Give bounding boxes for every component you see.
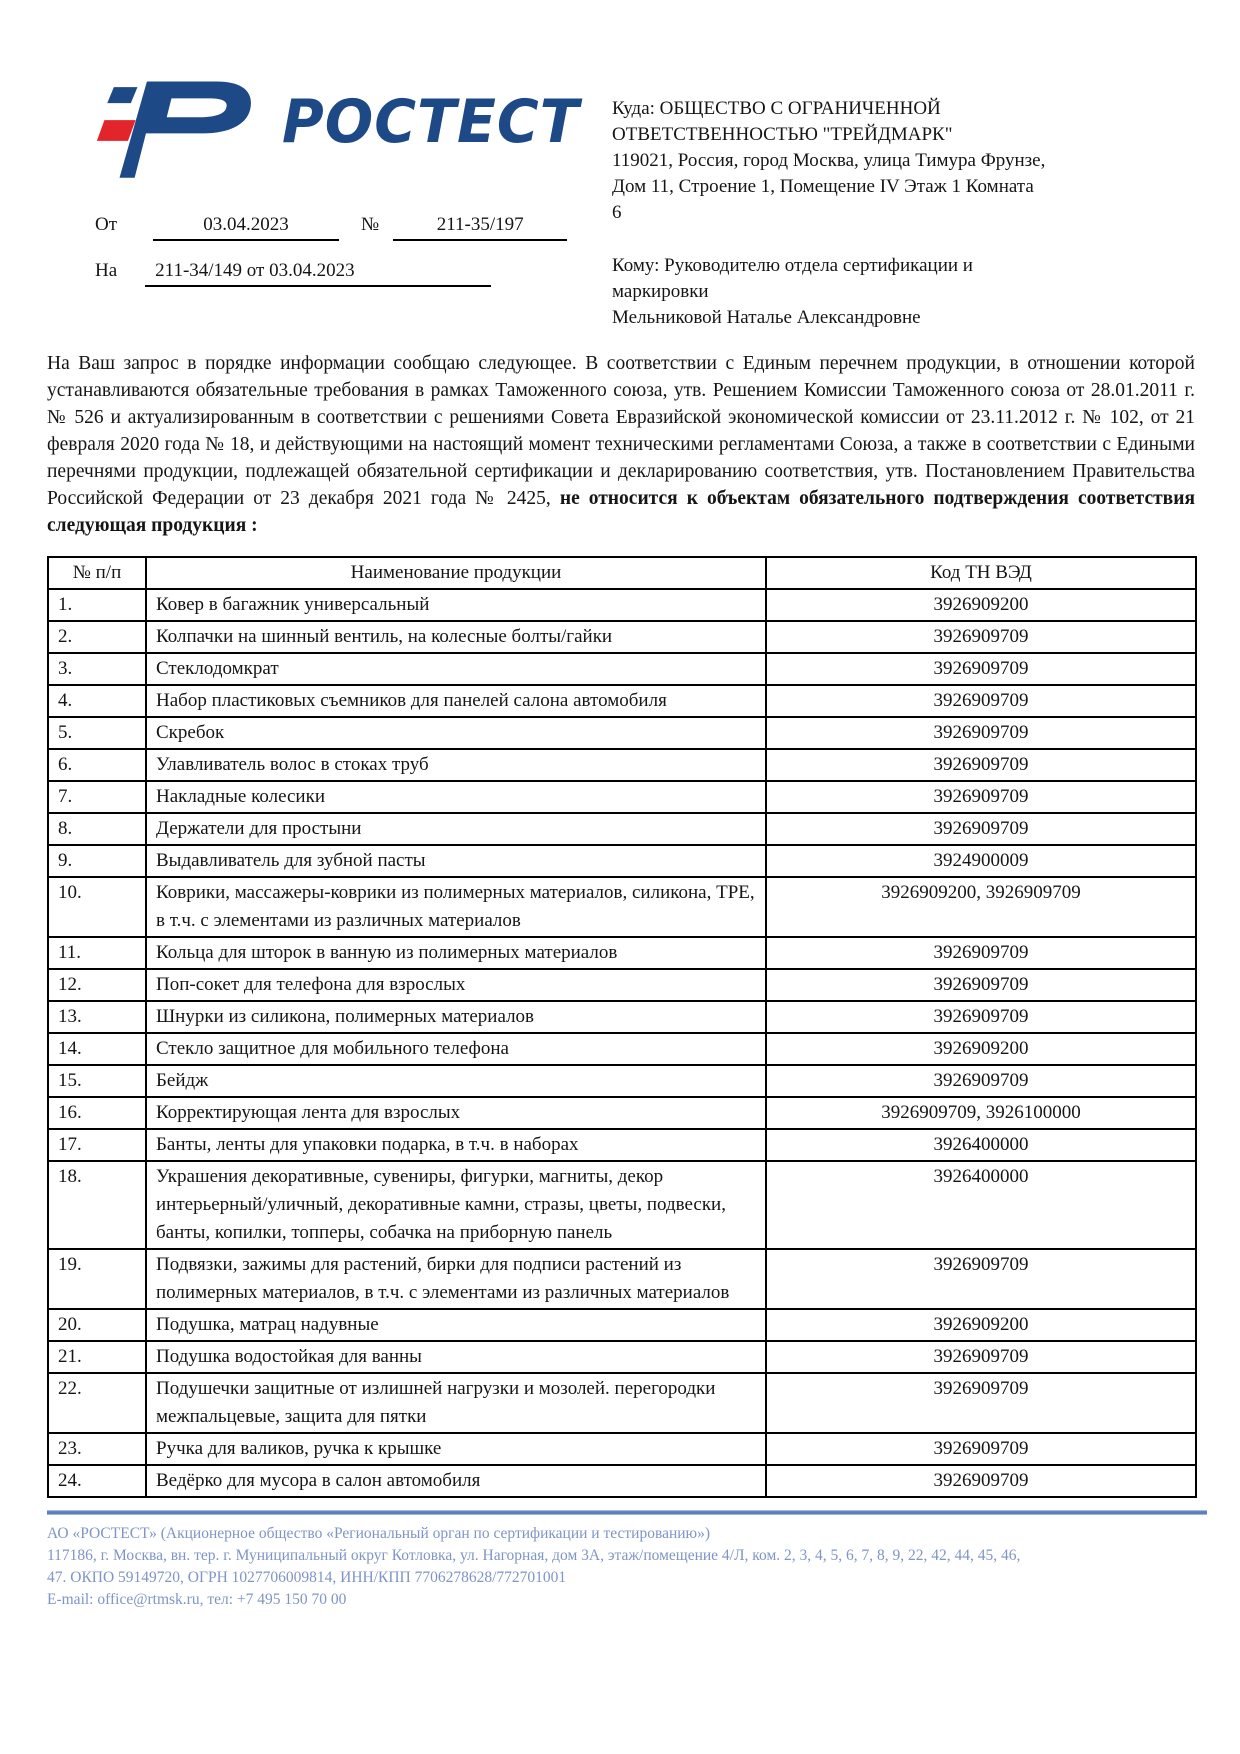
product-name: Шнурки из силикона, полимерных материалов [146, 1001, 766, 1033]
outgoing-date: 03.04.2023 [153, 214, 339, 241]
row-number: 3. [48, 653, 146, 685]
product-code: 3926909709 [766, 1249, 1196, 1309]
recipient-block [612, 96, 1048, 358]
table-row [48, 1129, 1196, 1161]
row-number: 6. [48, 749, 146, 781]
table-row [48, 685, 1196, 717]
row-number: 10. [48, 877, 146, 937]
rostest-wordmark: РОСТЕСТ [282, 87, 580, 157]
table-row [48, 621, 1196, 653]
table-row [48, 1249, 1196, 1309]
product-name: Улавливатель волос в стоках труб [146, 749, 766, 781]
table-row [48, 1341, 1196, 1373]
product-code: 3926909709 [766, 685, 1196, 717]
recipient-address-line: Куда: ОБЩЕСТВО С ОГРАНИЧЕННОЙ ОТВЕТСТВЕННОСТЬЮ "ТРЕЙДМАРК" [612, 98, 953, 145]
product-name: Колпачки на шинный вентиль, на колесные болты/гайки [146, 621, 766, 653]
product-code: 3926909709 [766, 1465, 1196, 1497]
rostest-logo [84, 72, 580, 190]
row-number: 14. [48, 1033, 146, 1065]
product-name: Стеклодомкрат [146, 653, 766, 685]
product-code: 3926909709 [766, 1341, 1196, 1373]
product-code: 3926909709 [766, 969, 1196, 1001]
reply-label: На [95, 260, 118, 281]
row-number: 22. [48, 1373, 146, 1433]
footer-line: АО «РОСТЕСТ» (Акционерное общество «Региональный орган по сертификации и тестированию») [47, 1525, 711, 1542]
product-name: Ручка для валиков, ручка к крышке [146, 1433, 766, 1465]
row-number: 18. [48, 1161, 146, 1249]
product-code: 3926909709 [766, 1373, 1196, 1433]
product-code: 3926909709 [766, 1065, 1196, 1097]
body-bold-text: не относится к объектам обязательного подтверждения соответствия следующая продукция : [47, 488, 1195, 536]
product-name: Поп-сокет для телефона для взрослых [146, 969, 766, 1001]
product-name: Украшения декоративные, сувениры, фигурки, магниты, декор интерьерный/уличный, декоративные камни, стразы, цветы, подвески, банты, копилки, топперы, собачка на приборную панель [146, 1161, 766, 1249]
row-number: 2. [48, 621, 146, 653]
row-number: 21. [48, 1341, 146, 1373]
product-name: Ведёрко для мусора в салон автомобиля [146, 1465, 766, 1497]
product-code: 3926400000 [766, 1161, 1196, 1249]
product-code: 3926909709 [766, 1001, 1196, 1033]
product-code: 3926909200, 3926909709 [766, 877, 1196, 937]
row-number: 24. [48, 1465, 146, 1497]
table-row [48, 589, 1196, 621]
col-header-name: Наименование продукции [146, 557, 766, 589]
table-row [48, 877, 1196, 937]
incoming-reference-line [95, 260, 491, 287]
table-row [48, 1033, 1196, 1065]
row-number: 9. [48, 845, 146, 877]
recipient-attention-line: Кому: Руководителю отдела сертификации и маркировки [612, 255, 973, 302]
product-code: 3926400000 [766, 1129, 1196, 1161]
product-code: 3926909200 [766, 589, 1196, 621]
row-number: 7. [48, 781, 146, 813]
table-row [48, 937, 1196, 969]
product-code: 3926909709 [766, 813, 1196, 845]
row-number: 17. [48, 1129, 146, 1161]
row-number: 8. [48, 813, 146, 845]
incoming-reference: 211-34/149 от 03.04.2023 [145, 260, 491, 287]
row-number: 13. [48, 1001, 146, 1033]
row-number: 11. [48, 937, 146, 969]
row-number: 19. [48, 1249, 146, 1309]
rostest-p-icon [84, 72, 274, 190]
product-name: Набор пластиковых съемников для панелей салона автомобиля [146, 685, 766, 717]
product-code: 3926909709 [766, 717, 1196, 749]
product-name: Коврики, массажеры-коврики из полимерных материалов, силикона, TPE, в т.ч. с элементами из различных материалов [146, 877, 766, 937]
body-text: На Ваш запрос в порядке информации сообщаю следующее. В соответствии с Единым перечнем продукции, в отношении которой устанавливаются обязательные требования в рамках Таможенного союза, утв. Решением Комиссии Таможенного союза от 28.01.2011 г. № 526 и актуализированным в соответствии с решениями Совета Евразийской экономической комиссии от 23.11.2012 г. № 102, от 21 февраля 2020 года № 18, и действующими на настоящий момент техническими регламентами Союза, а также в соответствии с Едиными перечнями продукции, подлежащей обязательной сертификации и декларированию соответствия, утв. Постановлением Правительства Российской Федерации от 23 декабря 2021 года № 2425, [47, 353, 1195, 509]
product-name: Ковер в багажник универсальный [146, 589, 766, 621]
row-number: 20. [48, 1309, 146, 1341]
table-row [48, 717, 1196, 749]
table-row [48, 781, 1196, 813]
footer-line: 117186, г. Москва, вн. тер. г. Муниципальный округ Котловка, ул. Нагорная, дом 3А, этаж/помещение 4/Л, ком. 2, 3, 4, 5, 6, 7, 8, 9, 22, 42, 44, 45, 46, [47, 1547, 1021, 1564]
table-row [48, 1065, 1196, 1097]
product-name: Держатели для простыни [146, 813, 766, 845]
product-code: 3924900009 [766, 845, 1196, 877]
product-code: 3926909709 [766, 1433, 1196, 1465]
product-name: Кольца для шторок в ванную из полимерных материалов [146, 937, 766, 969]
footer-divider [47, 1510, 1207, 1515]
products-table [47, 556, 1197, 1498]
row-number: 12. [48, 969, 146, 1001]
recipient-attention-line: Мельниковой Наталье Александровне [612, 307, 921, 328]
product-code: 3926909709 [766, 781, 1196, 813]
table-row [48, 1001, 1196, 1033]
table-row [48, 1097, 1196, 1129]
table-row [48, 1433, 1196, 1465]
row-number: 16. [48, 1097, 146, 1129]
row-number: 4. [48, 685, 146, 717]
table-row [48, 749, 1196, 781]
footer-line: 47. ОКПО 59149720, ОГРН 1027706009814, ИНН/КПП 7706278628/772701001 [47, 1569, 567, 1586]
product-code: 3926909200 [766, 1033, 1196, 1065]
row-number: 15. [48, 1065, 146, 1097]
body-paragraph [47, 350, 1195, 539]
recipient-attention [612, 253, 1048, 331]
product-name: Подушечки защитные от излишней нагрузки и мозолей. перегородки межпальцевые, защита для пятки [146, 1373, 766, 1433]
table-row [48, 653, 1196, 685]
table-row [48, 1309, 1196, 1341]
table-row [48, 1161, 1196, 1249]
main-content [47, 350, 1195, 1611]
product-code: 3926909709 [766, 653, 1196, 685]
from-label: От [95, 214, 118, 235]
product-code: 3926909200 [766, 1309, 1196, 1341]
outgoing-reference-line [95, 214, 567, 241]
outgoing-number: 211-35/197 [393, 214, 567, 241]
product-name: Накладные колесики [146, 781, 766, 813]
product-code: 3926909709 [766, 621, 1196, 653]
product-name: Скребок [146, 717, 766, 749]
table-row [48, 845, 1196, 877]
table-row [48, 1373, 1196, 1433]
recipient-address-line: 119021, Россия, город Москва, улица Тимура Фрунзе, Дом 11, Строение 1, Помещение IV Этаж 1 Комната 6 [612, 150, 1046, 223]
product-name: Подушка, матрац надувные [146, 1309, 766, 1341]
table-row [48, 813, 1196, 845]
products-table-header [48, 557, 1196, 589]
footer-company-info [47, 1523, 1207, 1611]
col-header-code: Код ТН ВЭД [766, 557, 1196, 589]
product-code: 3926909709 [766, 937, 1196, 969]
product-name: Подушка водостойкая для ванны [146, 1341, 766, 1373]
col-header-number: № п/п [48, 557, 146, 589]
product-code: 3926909709 [766, 749, 1196, 781]
product-name: Подвязки, зажимы для растений, бирки для подписи растений из полимерных материалов, в т.ч. с элементами из различных материалов [146, 1249, 766, 1309]
recipient-address [612, 96, 1048, 226]
table-row [48, 969, 1196, 1001]
product-name: Бейдж [146, 1065, 766, 1097]
product-name: Выдавливатель для зубной пасты [146, 845, 766, 877]
product-name: Стекло защитное для мобильного телефона [146, 1033, 766, 1065]
product-code: 3926909709, 3926100000 [766, 1097, 1196, 1129]
row-number: 5. [48, 717, 146, 749]
header-row [48, 557, 1196, 589]
footer-line: E-mail: office@rtmsk.ru, тел: +7 495 150 70 00 [47, 1591, 347, 1608]
row-number: 23. [48, 1433, 146, 1465]
number-label: № [361, 214, 380, 235]
table-row [48, 1465, 1196, 1497]
product-name: Банты, ленты для упаковки подарка, в т.ч. в наборах [146, 1129, 766, 1161]
products-table-body [48, 589, 1196, 1497]
product-name: Корректирующая лента для взрослых [146, 1097, 766, 1129]
row-number: 1. [48, 589, 146, 621]
